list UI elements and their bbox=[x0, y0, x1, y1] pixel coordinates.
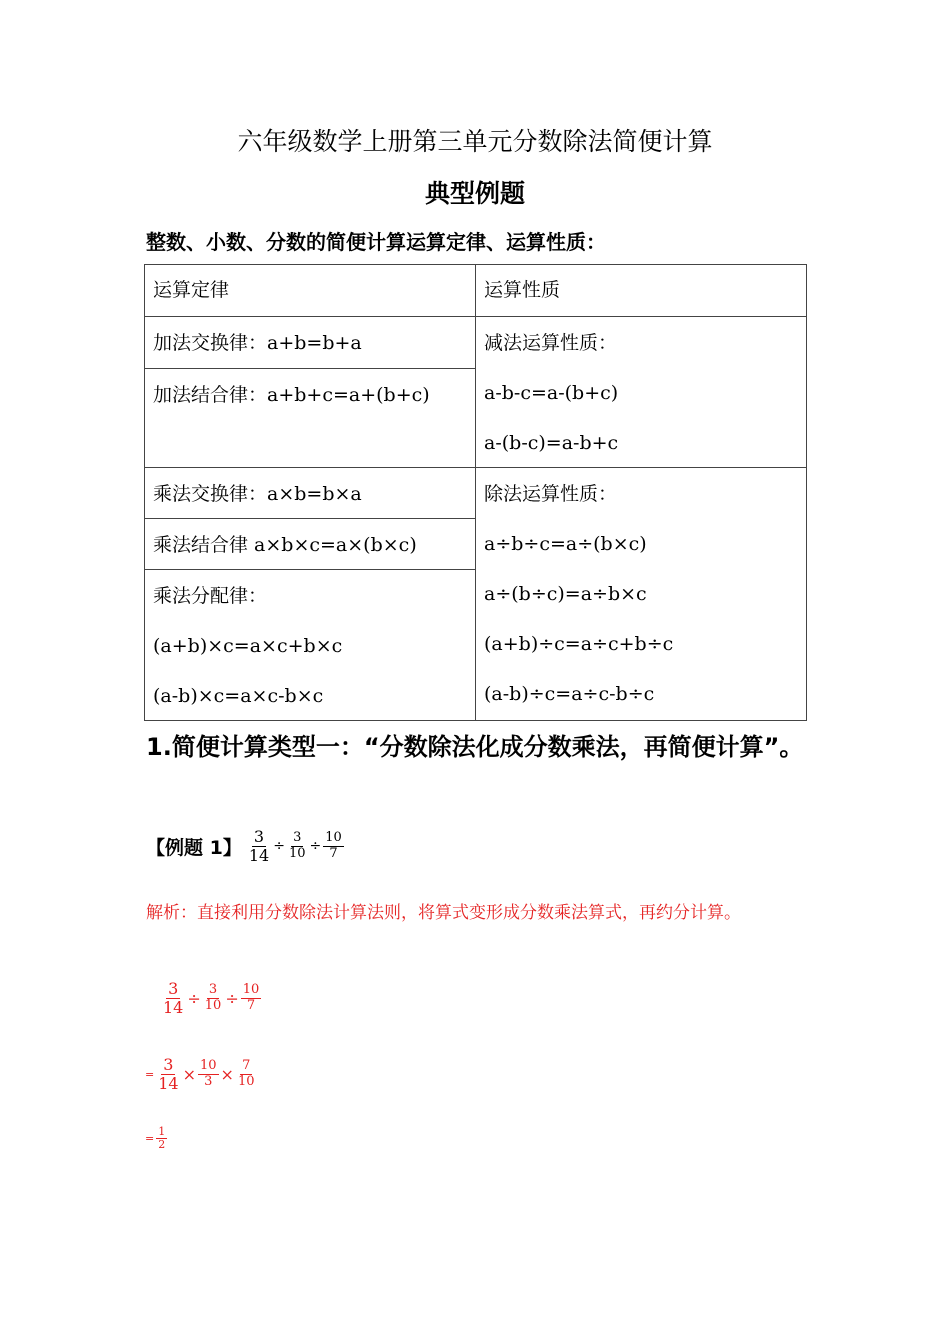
division-properties-cell bbox=[476, 468, 807, 721]
mul-distributive-cell bbox=[145, 570, 476, 721]
fraction: $\frac{3}{14}$ bbox=[158, 1055, 179, 1093]
fraction: $\frac{10}{3}$ bbox=[199, 1058, 217, 1089]
table-row bbox=[145, 317, 807, 369]
intro-text: 整数、小数、分数的简便计算运算定律、运算性质： bbox=[146, 230, 606, 254]
solution-step-2: = $\frac{3}{14}$ × $\frac{10}{3}$ × $\frac{7}{10}$ bbox=[145, 1055, 255, 1093]
subtraction-properties-cell bbox=[476, 317, 807, 468]
analysis-text: 解析：直接利用分数除法计算法则，将算式变形成分数乘法算式，再约分计算。 bbox=[146, 903, 741, 923]
header-cell-laws: 运算定律 bbox=[145, 265, 476, 317]
table-row bbox=[145, 468, 807, 519]
mul-associative-cell: 乘法结合律 a×b×c=a×(b×c) bbox=[145, 519, 476, 570]
fraction: $\frac{3}{10}$ bbox=[204, 982, 222, 1013]
example-label: 【例题 1】 bbox=[146, 836, 242, 859]
example-1 bbox=[146, 828, 345, 864]
solution-step-3: = $\frac{1}{2}$ bbox=[145, 1125, 166, 1152]
fraction: $\frac{3}{14}$ bbox=[163, 979, 184, 1017]
fraction: $\frac{3}{14}$ bbox=[248, 827, 270, 865]
fraction: $\frac{1}{2}$ bbox=[158, 1125, 166, 1152]
mul-distributive-title: 乘法分配律： bbox=[153, 585, 268, 607]
mul-commutative-cell: 乘法交换律：a×b=b×a bbox=[145, 468, 476, 519]
div-rule-1: a÷b÷c=a÷(b×c) bbox=[484, 533, 647, 555]
sub-rule-2: a-(b-c)=a-b+c bbox=[484, 432, 619, 454]
fraction: $\frac{10}{7}$ bbox=[242, 982, 260, 1013]
laws-table bbox=[144, 264, 807, 721]
section-1-heading: 1.简便计算类型一：“分数除法化成分数乘法，再简便计算”。 bbox=[146, 733, 804, 761]
div-rule-2: a÷(b÷c)=a÷b×c bbox=[484, 583, 647, 605]
solution-step-1: $\frac{3}{14}$ ÷ $\frac{3}{10}$ ÷ $\frac{10}{7}$ bbox=[163, 979, 260, 1017]
example-expression: $\frac{3}{14}$ ÷ $\frac{3}{10}$ ÷ $\frac{10}{7}$ bbox=[248, 827, 342, 865]
div-rule-4: (a-b)÷c=a÷c-b÷c bbox=[484, 683, 655, 705]
mul-distributive-1: (a+b)×c=a×c+b×c bbox=[153, 635, 343, 657]
page-subtitle: 典型例题 bbox=[424, 179, 525, 208]
add-associative-cell: 加法结合律：a+b+c=a+(b+c) bbox=[145, 369, 476, 468]
fraction: $\frac{3}{10}$ bbox=[288, 830, 306, 861]
page-title: 六年级数学上册第三单元分数除法简便计算 bbox=[237, 127, 713, 156]
fraction: $\frac{7}{10}$ bbox=[237, 1058, 255, 1089]
sub-title: 减法运算性质： bbox=[484, 332, 618, 354]
fraction: $\frac{10}{7}$ bbox=[325, 830, 342, 861]
div-title: 除法运算性质： bbox=[484, 483, 618, 505]
table-header-row bbox=[145, 265, 807, 317]
header-cell-properties: 运算性质 bbox=[476, 265, 807, 317]
add-commutative-cell: 加法交换律：a+b=b+a bbox=[145, 317, 476, 369]
div-rule-3: (a+b)÷c=a÷c+b÷c bbox=[484, 633, 674, 655]
mul-distributive-2: (a-b)×c=a×c-b×c bbox=[153, 685, 324, 707]
sub-rule-1: a-b-c=a-(b+c) bbox=[484, 382, 619, 404]
